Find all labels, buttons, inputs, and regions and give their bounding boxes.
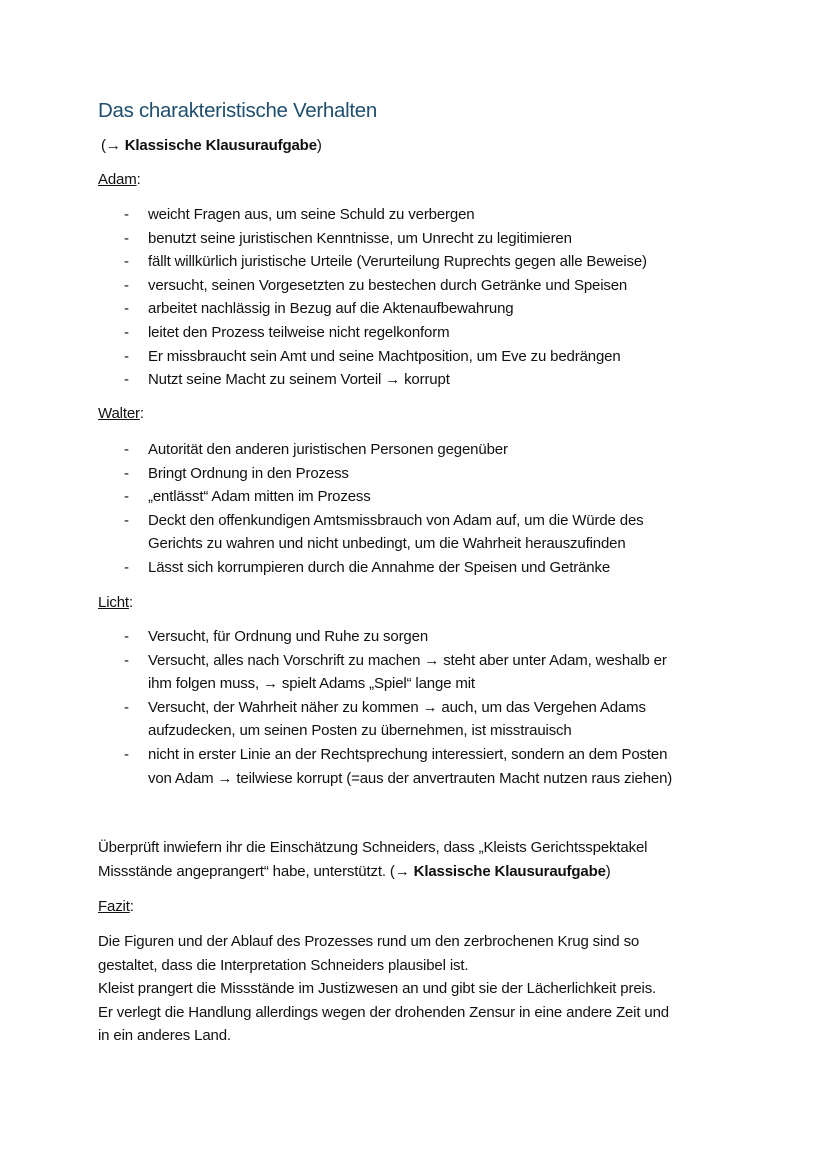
list-item (98, 227, 788, 251)
list-item (98, 297, 788, 321)
fazit-line: gestaltet, dass die Interpretation Schneiders plausibel ist. (98, 956, 469, 974)
page-title: Das charakteristische Verhalten (98, 99, 377, 122)
colon: : (136, 171, 141, 188)
bullet-dash: - (124, 511, 129, 529)
colon: : (139, 405, 144, 422)
list-item-text: Er missbraucht sein Amt und seine Machtposition, um Eve zu bedrängen (148, 347, 621, 365)
list-item (98, 462, 788, 486)
list-item (98, 345, 788, 369)
list-item-text: Bringt Ordnung in den Prozess (148, 464, 349, 482)
fazit-heading (98, 895, 788, 919)
list-item (98, 696, 788, 743)
question-text: Missstände angeprangert“ habe, unterstützt. ( (98, 862, 395, 880)
list-item (98, 203, 788, 227)
section-name: Licht (98, 594, 129, 611)
list-item-text: Nutzt seine Macht zu seinem Vorteil → korrupt (148, 371, 450, 389)
question-line: Überprüft inwiefern ihr die Einschätzung Schneiders, dass „Kleists Gerichtsspektakel (98, 839, 648, 856)
bullet-list-walter (98, 438, 788, 580)
bullet-dash: - (124, 558, 129, 576)
list-item (98, 649, 788, 696)
colon: : (128, 594, 133, 611)
list-item (98, 556, 788, 580)
fazit-line: in ein anderes Land. (98, 1027, 231, 1045)
list-item (98, 438, 788, 462)
list-item-text: von Adam → teilwiese korrupt (=aus der anvertrauten Macht nutzen raus ziehen) (148, 769, 673, 787)
bullet-dash: - (124, 300, 129, 318)
list-item-text: Versucht, für Ordnung und Ruhe zu sorgen (148, 628, 429, 645)
list-item (98, 509, 788, 556)
paren: ) (605, 862, 611, 880)
list-item-text: versucht, seinen Vorgesetzten zu bestechen durch Getränke und Speisen (148, 276, 628, 294)
fazit-line: Kleist prangert die Missstände im Justizwesen an und gibt sie der Lächerlichkeit preis. (98, 980, 657, 998)
list-item-text: arbeitet nachlässig in Bezug auf die Aktenaufbewahrung (148, 300, 514, 318)
list-item-text: Versucht, alles nach Vorschrift zu machen → steht aber unter Adam, weshalb er (148, 651, 667, 669)
bullet-dash: - (124, 229, 129, 247)
bullet-dash: - (124, 253, 129, 271)
list-item-text: leitet den Prozess teilweise nicht regelkonform (148, 323, 450, 341)
list-item-text: Autorität den anderen juristischen Personen gegenüber (148, 441, 508, 458)
colon: : (129, 898, 134, 915)
bullet-dash: - (124, 323, 129, 341)
question (98, 836, 788, 883)
list-item (98, 743, 788, 790)
task-note (101, 134, 788, 158)
bullet-dash: - (124, 371, 129, 389)
list-item-text: ihm folgen muss, → spielt Adams „Spiel“ lange mit (148, 675, 475, 693)
bullet-dash: - (124, 488, 129, 506)
fazit-line: Die Figuren und der Ablauf des Prozesses rund um den zerbrochenen Krug sind so (98, 933, 640, 950)
list-item-text: Versucht, der Wahrheit näher zu kommen → auch, um das Vergehen Adams (148, 698, 646, 716)
bullet-dash: - (124, 698, 129, 716)
question-line (98, 860, 788, 884)
list-item (98, 250, 788, 274)
list-item (98, 485, 788, 509)
bullet-dash: - (124, 441, 129, 458)
list-item (98, 625, 788, 649)
list-item-text: Lässt sich korrumpieren durch die Annahme der Speisen und Getränke (148, 558, 611, 576)
bullet-dash: - (124, 206, 129, 223)
list-item-text: fällt willkürlich juristische Urteile (Verurteilung Ruprechts gegen alle Beweise) (148, 253, 647, 271)
list-item-text: weicht Fragen aus, um seine Schuld zu verbergen (148, 206, 475, 223)
list-item (98, 321, 788, 345)
list-item-text: aufzudecken, um seinen Posten zu übernehmen, ist misstrauisch (148, 722, 572, 740)
fazit-body (98, 930, 788, 1048)
list-item-text: Gerichts zu wahren und nicht unbedingt, um die Wahrheit herauszufinden (148, 535, 626, 553)
list-item-text: benutzt seine juristischen Kenntnisse, um Unrecht zu legitimieren (148, 229, 572, 247)
list-item-text: „entlässt“ Adam mitten im Prozess (148, 488, 371, 506)
bullet-dash: - (124, 651, 129, 669)
list-item-text: nicht in erster Linie an der Rechtsprechung interessiert, sondern an dem Posten (148, 745, 668, 763)
list-item (98, 368, 788, 392)
paren: ) (316, 137, 322, 154)
fazit-label: Fazit (98, 898, 130, 915)
bullet-dash: - (124, 276, 129, 294)
section-name: Adam (98, 171, 137, 188)
task-label: → Klassische Klausuraufgabe (394, 862, 606, 880)
section-name: Walter (98, 405, 140, 422)
task-label: → Klassische Klausuraufgabe (105, 137, 317, 154)
section-heading-licht (98, 591, 788, 615)
bullet-list-adam (98, 203, 788, 392)
section-heading-adam (98, 168, 788, 192)
bullet-dash: - (124, 628, 129, 645)
paren: ( (101, 137, 106, 154)
bullet-list-licht (98, 625, 788, 790)
fazit-line: Er verlegt die Handlung allerdings wegen der drohenden Zensur in eine andere Zeit und (98, 1003, 669, 1021)
bullet-dash: - (124, 347, 129, 365)
bullet-dash: - (124, 745, 129, 763)
list-item (98, 274, 788, 298)
list-item-text: Deckt den offenkundigen Amtsmissbrauch von Adam auf, um die Würde des (148, 511, 644, 529)
bullet-dash: - (124, 464, 129, 482)
section-heading-walter (98, 402, 788, 426)
